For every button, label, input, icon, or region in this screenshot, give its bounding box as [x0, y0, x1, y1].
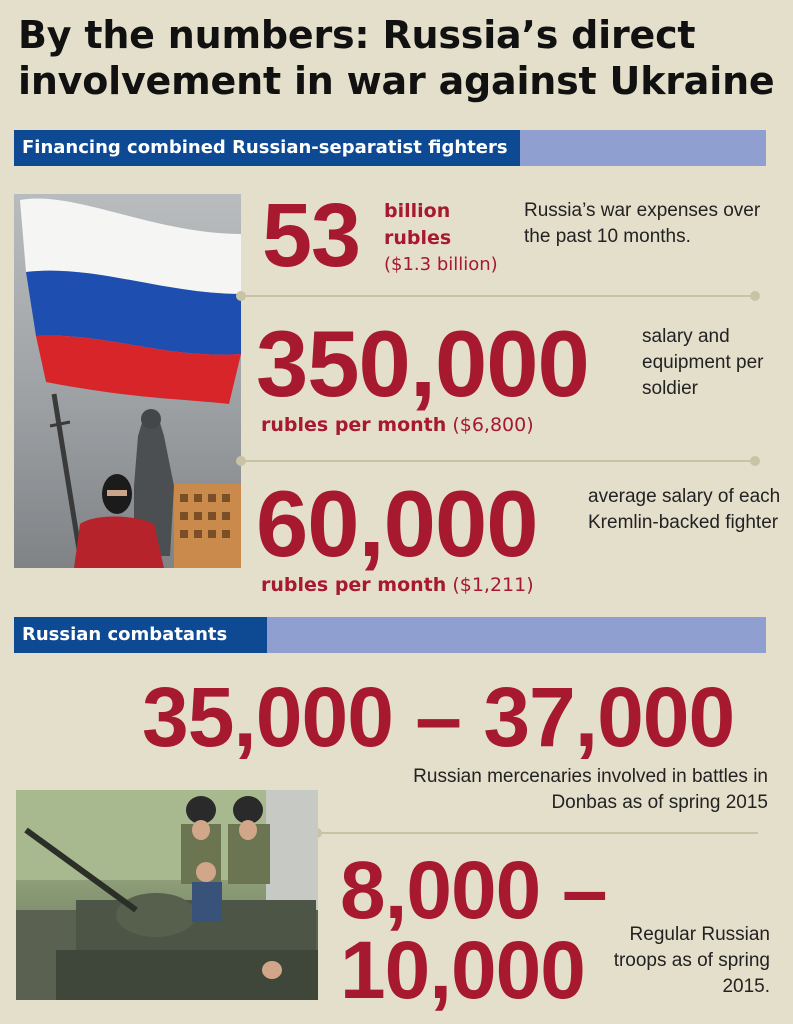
divider-dot: [236, 456, 246, 466]
soldiers-on-vehicle-photo: [16, 790, 318, 1000]
stat-53: 53: [262, 186, 361, 286]
stat-10000-line2: 10,000: [340, 925, 585, 1016]
divider-dot: [750, 291, 760, 301]
stat-description: Regular Russian troops as of spring 2015.: [613, 924, 770, 997]
stat-unit: rubles per month: [261, 574, 447, 596]
stat-converted: ($6,800): [452, 414, 534, 436]
divider: [318, 832, 758, 834]
divider: [242, 295, 752, 297]
stat-unit: rubles per month: [261, 414, 447, 436]
section-header-financing: [14, 130, 766, 166]
stat-description: average salary of each Kremlin-backed fighter: [588, 486, 781, 533]
stat-description: Russia’s war expenses over the past 10 months.: [524, 200, 761, 247]
stat-unit-rubles: rubles: [384, 227, 452, 249]
divider: [242, 460, 752, 462]
divider-dot: [750, 456, 760, 466]
page-title: By the numbers: Russia’s direct involvement in war against Ukraine: [18, 13, 775, 103]
russian-flag-photo: [14, 194, 241, 568]
section-label: Russian combatants: [14, 617, 267, 653]
stat-description: salary and equipment per soldier: [642, 326, 764, 399]
section-header-combatants: [14, 617, 766, 653]
stat-unit-line: [261, 412, 534, 438]
stat-35000-37000: 35,000 – 37,000: [142, 670, 735, 764]
divider-dot: [236, 291, 246, 301]
stat-unit-line: [261, 572, 534, 598]
stat-converted: ($1,211): [452, 574, 534, 596]
section-label: Financing combined Russian-separatist fighters: [14, 130, 520, 166]
stat-350000: 350,000: [256, 311, 589, 416]
stat-converted: ($1.3 billion): [384, 254, 498, 275]
stat-8000-line1: 8,000 –: [340, 845, 607, 936]
stat-60000: 60,000: [256, 471, 538, 576]
stat-unit-billion: billion: [384, 200, 451, 222]
stat-description: Russian mercenaries involved in battles in Donbas as of spring 2015: [413, 766, 768, 813]
